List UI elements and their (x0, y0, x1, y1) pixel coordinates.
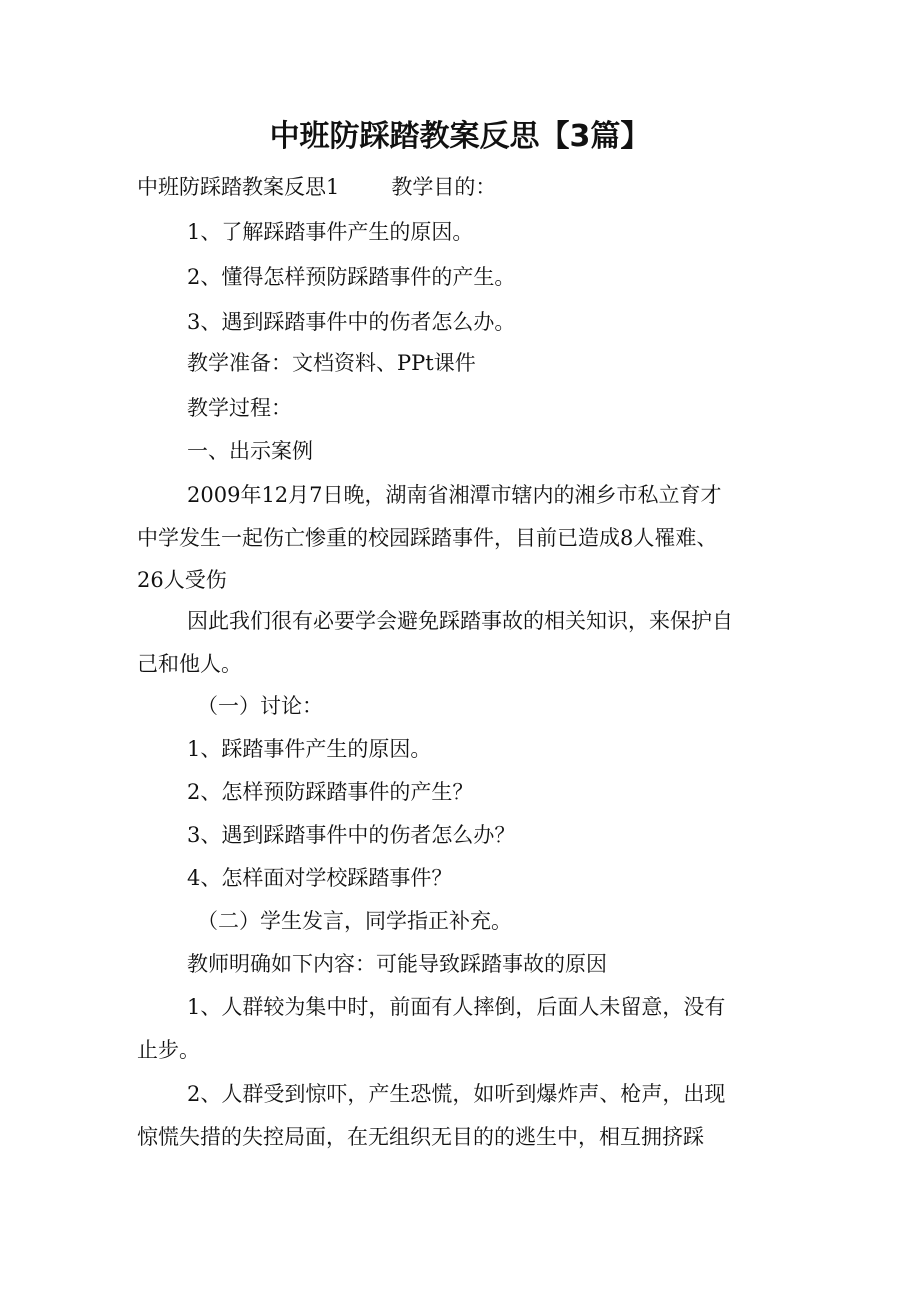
question-item: 3、遇到踩踏事件中的伤者怎么办？ (187, 823, 516, 847)
goal-item: 3、遇到踩踏事件中的伤者怎么办。 (187, 310, 516, 334)
section-heading: 一、出示案例 (187, 439, 313, 463)
reason-line: 2、人群受到惊吓，产生恐慌，如听到爆炸声、枪声，出现 (187, 1082, 726, 1106)
reason-line: 止步。 (137, 1038, 200, 1062)
question-item: 2、怎样预防踩踏事件的产生？ (187, 780, 474, 804)
question-item: 4、怎样面对学校踩踏事件？ (187, 866, 453, 890)
therefore-line: 己和他人。 (137, 652, 242, 676)
question-item: 1、踩踏事件产生的原因。 (187, 737, 432, 761)
case-line: 26人受伤 (137, 568, 227, 592)
case-line: 2009年12月7日晚，湖南省湘潭市辖内的湘乡市私立育才 (187, 483, 722, 507)
document-title: 中班防踩踏教案反思【3篇】 (269, 119, 651, 154)
therefore-line: 因此我们很有必要学会避免踩踏事故的相关知识，来保护自 (187, 609, 733, 633)
teacher-line: 教师明确如下内容：可能导致踩踏事故的原因 (187, 952, 607, 976)
case-line: 中学发生一起伤亡惨重的校园踩踏事件，目前已造成8人罹难、 (137, 526, 718, 550)
reason-line: 1、人群较为集中时，前面有人摔倒，后面人未留意，没有 (187, 995, 726, 1019)
intro-line (137, 172, 496, 202)
preparation-line: 教学准备：文档资料、PPt课件 (187, 351, 476, 375)
reason-line: 惊慌失措的失控局面，在无组织无目的的逃生中，相互拥挤踩 (137, 1125, 704, 1149)
process-line: 教学过程： (187, 396, 292, 420)
students-line: （二）学生发言，同学指正补充。 (197, 909, 512, 933)
intro-subheading: 教学目的： (391, 175, 497, 199)
discussion-heading: （一）讨论： (197, 694, 323, 718)
intro-heading: 中班防踩踏教案反思1 (137, 175, 340, 199)
goal-item: 2、懂得怎样预防踩踏事件的产生。 (187, 265, 516, 289)
goal-item: 1、了解踩踏事件产生的原因。 (187, 220, 474, 244)
